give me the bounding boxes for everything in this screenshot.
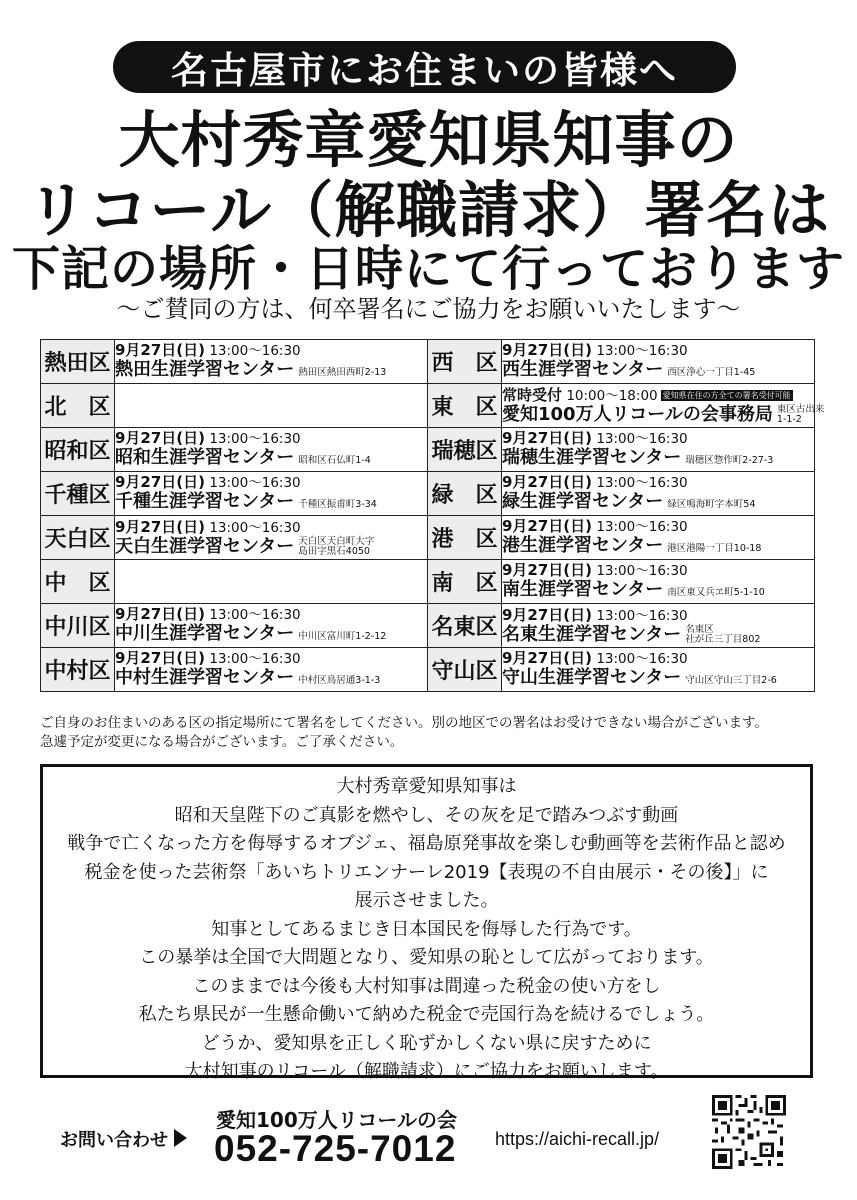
statement-line: このままでは今後も大村知事は間違った税金の使い方をし bbox=[192, 975, 661, 997]
note-line: ご自身のお住まいのある区の指定場所にて署名をしてください。別の地区での署名はお受けできない場合がございます。 bbox=[40, 715, 768, 731]
venue-time: 13:00～16:30 bbox=[209, 606, 301, 623]
audience-banner: 名古屋市にお住まいの皆様へ bbox=[113, 41, 736, 93]
venue-name: 西生涯学習センター bbox=[502, 358, 664, 380]
table-row bbox=[41, 472, 815, 516]
venue-name: 南生涯学習センター bbox=[502, 578, 664, 600]
venue-time: 13:00～16:30 bbox=[596, 518, 688, 535]
ward-cell: 天白区 bbox=[41, 516, 115, 560]
address-line-2: 社が丘三丁目802 bbox=[685, 634, 761, 646]
venue-cell bbox=[502, 648, 815, 692]
headline-line-2: リコール（解職請求）署名は bbox=[26, 175, 831, 246]
venue-table bbox=[40, 339, 825, 692]
venue-name: 港生涯学習センター bbox=[502, 534, 664, 556]
venue-time: 13:00～16:30 bbox=[596, 474, 688, 491]
ward-cell: 中川区 bbox=[41, 604, 115, 648]
venue-date: 9月27日(日) bbox=[502, 648, 593, 667]
note-line: 急遽予定が変更になる場合がございます。ご了承ください。 bbox=[40, 734, 404, 750]
venue-date: 9月27日(日) bbox=[115, 648, 206, 667]
inquiry-label-group bbox=[60, 1126, 187, 1152]
venue-cell bbox=[115, 340, 428, 384]
ward-cell: 南 区 bbox=[428, 560, 502, 604]
table-row bbox=[41, 340, 815, 384]
venue-name: 瑞穂生涯学習センター bbox=[502, 446, 682, 468]
venue-address: 南区東又兵ヱ町5-1-10 bbox=[667, 586, 765, 598]
statement-line: 税金を使った芸術祭「あいちトリエンナーレ2019【表現の不自由展示・その後】」に bbox=[84, 861, 769, 883]
statement-line: 展示させました。 bbox=[354, 890, 499, 911]
address-line-1: 東区古出来 bbox=[776, 404, 825, 416]
table-row bbox=[41, 384, 815, 428]
venue-time: 13:00～16:30 bbox=[209, 650, 301, 667]
venue-time: 13:00～16:30 bbox=[596, 650, 688, 667]
venue-date: 9月27日(日) bbox=[502, 560, 593, 579]
venue-cell bbox=[502, 604, 815, 648]
ward-cell: 北 区 bbox=[41, 384, 115, 428]
statement-line: どうか、愛知県を正しく恥ずかしくない県に戻すために bbox=[201, 1032, 652, 1054]
venue-date: 9月27日(日) bbox=[502, 428, 593, 447]
venue-date: 9月27日(日) bbox=[502, 516, 593, 535]
address-line-1: 天白区天白町大字 bbox=[298, 536, 375, 548]
venue-time: 13:00～16:30 bbox=[209, 430, 301, 447]
venue-address: 緑区鳴海町字本町54 bbox=[667, 498, 756, 510]
statement-line: 昭和天皇陛下のご真影を燃やし、その灰を足で踏みつぶす動画 bbox=[174, 804, 679, 826]
address-line-1: 名東区 bbox=[685, 624, 714, 636]
table-row bbox=[41, 604, 815, 648]
venue-cell bbox=[502, 516, 815, 560]
ward-cell: 昭和区 bbox=[41, 428, 115, 472]
venue-cell bbox=[502, 560, 815, 604]
empty-venue-cell bbox=[115, 384, 428, 428]
venue-date: 常時受付 bbox=[502, 385, 563, 404]
notes bbox=[40, 714, 820, 752]
ward-cell: 瑞穂区 bbox=[428, 428, 502, 472]
venue-name: 名東生涯学習センター bbox=[502, 623, 682, 645]
ward-cell: 守山区 bbox=[428, 648, 502, 692]
venue-cell bbox=[115, 516, 428, 560]
table-row bbox=[41, 560, 815, 604]
empty-venue-cell bbox=[115, 560, 428, 604]
venue-name: 愛知100万人リコールの会事務局 bbox=[502, 403, 773, 425]
headline-line-3: 下記の場所・日時にて行っております bbox=[11, 241, 845, 297]
statement-line: 私たち県民が一生懸命働いて納めた税金で売国行為を続けるでしょう。 bbox=[138, 1004, 715, 1025]
address-line-2: 1-1-2 bbox=[776, 414, 802, 426]
headline-line-1: 大村秀章愛知県知事の bbox=[118, 105, 739, 176]
qr-code-icon[interactable] bbox=[712, 1095, 786, 1169]
ward-cell: 名東区 bbox=[428, 604, 502, 648]
ward-cell: 中村区 bbox=[41, 648, 115, 692]
statement-line: 大村秀章愛知県知事は bbox=[336, 776, 517, 797]
ward-cell: 千種区 bbox=[41, 472, 115, 516]
address-line-2: 島田字黒石4050 bbox=[298, 546, 370, 558]
venue-address: 千種区振甫町3-34 bbox=[298, 498, 377, 510]
statement-line: 知事としてあるまじき日本国民を侮辱した行為です。 bbox=[211, 918, 642, 940]
venue-address bbox=[685, 625, 760, 645]
statement-line: 大村知事のリコール（解職請求）にご協力をお願いします。 bbox=[184, 1061, 669, 1082]
table-row bbox=[41, 516, 815, 560]
venue-address: 昭和区石仏町1-4 bbox=[298, 454, 371, 466]
venue-address bbox=[777, 405, 825, 425]
venue-address bbox=[298, 537, 374, 557]
venue-time: 13:00～16:30 bbox=[209, 474, 301, 491]
ward-cell: 東 区 bbox=[428, 384, 502, 428]
venue-date: 9月27日(日) bbox=[115, 428, 206, 447]
ward-cell: 熱田区 bbox=[41, 340, 115, 384]
venue-date: 9月27日(日) bbox=[115, 340, 206, 359]
venue-address: 西区浄心一丁目1-45 bbox=[667, 366, 756, 378]
venue-date: 9月27日(日) bbox=[502, 472, 593, 491]
venue-date: 9月27日(日) bbox=[115, 472, 206, 491]
venue-cell bbox=[502, 428, 815, 472]
venue-date: 9月27日(日) bbox=[115, 517, 206, 536]
venue-address: 港区港陽一丁目10-18 bbox=[667, 542, 762, 554]
venue-name: 守山生涯学習センター bbox=[502, 666, 682, 688]
venue-time: 13:00～16:30 bbox=[596, 607, 688, 624]
venue-cell bbox=[502, 472, 815, 516]
venue-time: 13:00～16:30 bbox=[209, 519, 301, 536]
venue-name: 緑生涯学習センター bbox=[502, 490, 664, 512]
statement-line: この暴挙は全国で大問題となり、愛知県の恥として広がっております。 bbox=[139, 947, 714, 968]
phone-number[interactable]: 052-725-7012 bbox=[214, 1128, 457, 1169]
venue-date: 9月27日(日) bbox=[502, 605, 593, 624]
venue-name: 天白生涯学習センター bbox=[115, 535, 295, 557]
website-link[interactable]: https://aichi-recall.jp/ bbox=[495, 1129, 660, 1149]
venue-time: 13:00～16:30 bbox=[209, 342, 301, 359]
arrow-right-icon bbox=[174, 1129, 187, 1147]
venue-cell bbox=[115, 604, 428, 648]
venue-cell bbox=[115, 472, 428, 516]
ward-cell: 港 区 bbox=[428, 516, 502, 560]
ward-cell: 西 区 bbox=[428, 340, 502, 384]
ward-cell: 中 区 bbox=[41, 560, 115, 604]
statement-line: 戦争で亡くなった方を侮辱するオブジェ、福島原発事故を楽しむ動画等を芸術作品と認め bbox=[67, 833, 786, 854]
inquiry-label: お問い合わせ bbox=[60, 1130, 168, 1151]
venue-address: 瑞穂区惣作町2-27-3 bbox=[685, 454, 774, 466]
table-row bbox=[41, 428, 815, 472]
venue-cell bbox=[502, 384, 825, 428]
venue-name: 千種生涯学習センター bbox=[115, 490, 295, 512]
subheadline: ～ご賛同の方は、何卒署名にご協力をお願いいたします～ bbox=[116, 295, 741, 323]
venue-date: 9月27日(日) bbox=[115, 604, 206, 623]
venue-name: 昭和生涯学習センター bbox=[115, 446, 295, 468]
venue-address: 中川区富川町1-2-12 bbox=[298, 630, 387, 642]
organization-name: 愛知100万人リコールの会 bbox=[216, 1108, 457, 1132]
venue-cell bbox=[115, 428, 428, 472]
statement-box bbox=[40, 764, 813, 1082]
venue-time: 13:00～16:30 bbox=[596, 342, 688, 359]
venue-name: 熱田生涯学習センター bbox=[115, 358, 295, 380]
venue-name: 中川生涯学習センター bbox=[115, 622, 295, 644]
ward-cell: 緑 区 bbox=[428, 472, 502, 516]
venue-date: 9月27日(日) bbox=[502, 340, 593, 359]
venue-cell bbox=[502, 340, 815, 384]
venue-time: 10:00～18:00 bbox=[566, 387, 658, 404]
venue-address: 中村区鳥居通3-1-3 bbox=[298, 674, 381, 686]
badge-all-residents: 愛知県在住の方全ての署名受付可能 bbox=[662, 390, 791, 400]
venue-cell bbox=[115, 648, 428, 692]
venue-address: 守山区守山三丁目2-6 bbox=[685, 674, 777, 686]
venue-address: 熱田区熱田西町2-13 bbox=[298, 366, 387, 378]
venue-time: 13:00～16:30 bbox=[596, 430, 688, 447]
venue-time: 13:00～16:30 bbox=[596, 562, 688, 579]
table-row bbox=[41, 648, 815, 692]
venue-name: 中村生涯学習センター bbox=[115, 666, 295, 688]
